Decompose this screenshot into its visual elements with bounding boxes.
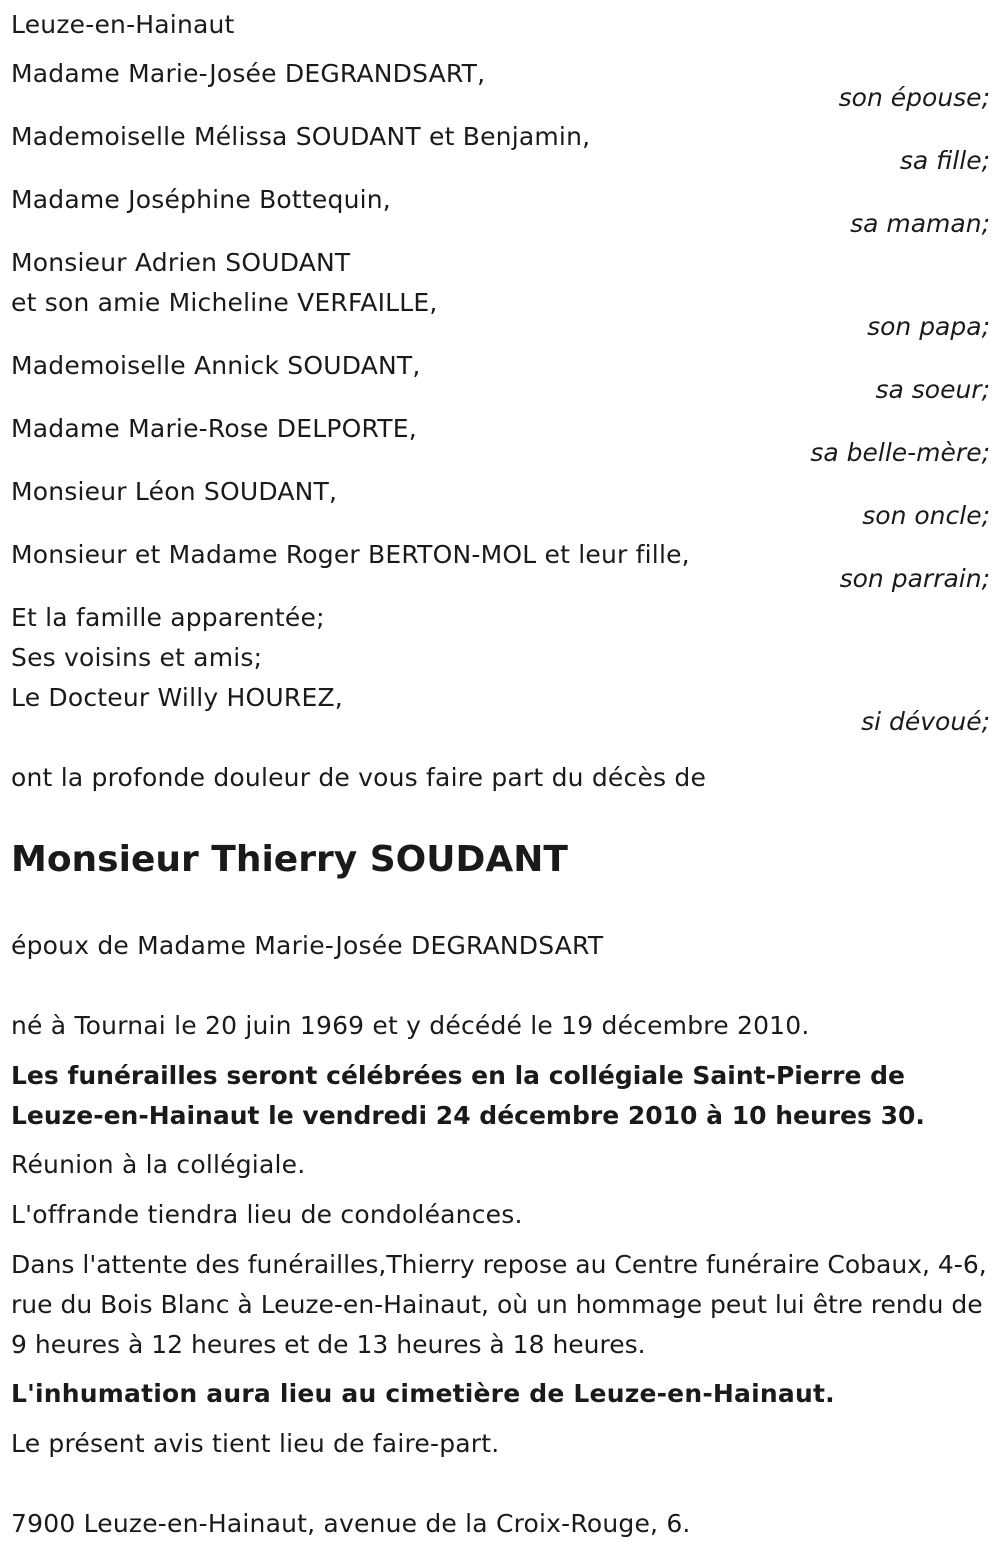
family-name: Ses voisins et amis; [11, 643, 263, 672]
meeting-line: Réunion à la collégiale. [11, 1150, 306, 1179]
family-name: Monsieur et Madame Roger BERTON-MOL et leur fille, [11, 540, 690, 569]
deceased-name: Monsieur Thierry SOUDANT [11, 839, 568, 880]
spouse-line: époux de Madame Marie-Josée DEGRANDSART [11, 931, 604, 960]
family-relation: son parrain; [839, 564, 990, 593]
offering-line: L'offrande tiendra lieu de condoléances. [11, 1200, 523, 1229]
family-name: Le Docteur Willy HOUREZ, [11, 683, 343, 712]
family-name: Monsieur Adrien SOUDANT [11, 248, 351, 277]
viewing-details: Dans l'attente des funérailles,Thierry repose au Centre funéraire Cobaux, 4-6, rue du Bois Blanc à Leuze-en-Hainaut, où un hommage peut lui être rendu de 9 heures à 12 heures et de 13 heures à 18 heures. [11, 1250, 987, 1359]
address-line: 7900 Leuze-en-Hainaut, avenue de la Croix-Rouge, 6. [11, 1509, 691, 1538]
header-place: Leuze-en-Hainaut [11, 10, 235, 39]
family-relation: sa maman; [850, 209, 990, 238]
birth-death-line: né à Tournai le 20 juin 1969 et y décédé le 19 décembre 2010. [11, 1011, 810, 1040]
family-relation: sa belle-mère; [810, 438, 990, 467]
family-relation: si dévoué; [861, 707, 990, 736]
funeral-details: Les funérailles seront célébrées en la collégiale Saint-Pierre de Leuze-en-Hainaut le vendredi 24 décembre 2010 à 10 heures 30. [11, 1061, 925, 1130]
burial-line: L'inhumation aura lieu au cimetière de Leuze-en-Hainaut. [11, 1379, 835, 1408]
announcement-text: ont la profonde douleur de vous faire part du décès de [11, 763, 707, 792]
family-name: Madame Joséphine Bottequin, [11, 185, 391, 214]
family-relation: son papa; [867, 312, 990, 341]
family-relation: sa fille; [899, 146, 990, 175]
family-relation: sa soeur; [875, 375, 990, 404]
family-relation: son épouse; [838, 83, 990, 112]
family-name: Mademoiselle Mélissa SOUDANT et Benjamin, [11, 122, 591, 151]
family-name: et son amie Micheline VERFAILLE, [11, 288, 438, 317]
family-name: Et la famille apparentée; [11, 603, 325, 632]
notice-line: Le présent avis tient lieu de faire-part. [11, 1429, 500, 1458]
family-relation: son oncle; [862, 501, 990, 530]
family-name: Mademoiselle Annick SOUDANT, [11, 351, 421, 380]
family-name: Madame Marie-Josée DEGRANDSART, [11, 59, 486, 88]
family-name: Madame Marie-Rose DELPORTE, [11, 414, 417, 443]
family-name: Monsieur Léon SOUDANT, [11, 477, 338, 506]
